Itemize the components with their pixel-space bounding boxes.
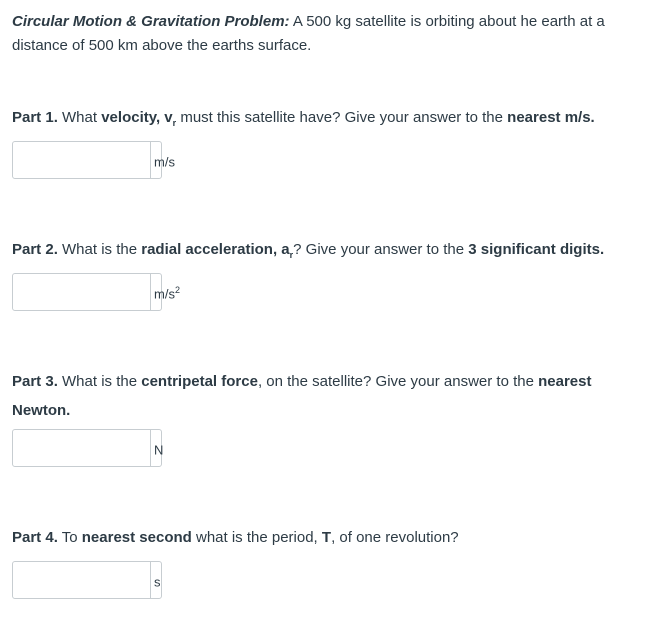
part-3-label: Part 3. — [12, 373, 58, 390]
part-4-answer-input[interactable] — [12, 561, 162, 599]
part-4-bold-b: T — [321, 529, 332, 546]
part-2-text-a: What is the — [57, 241, 142, 258]
part-2-bold-a-text: radial acceleration, a — [141, 241, 290, 258]
part-1-bold-a — [101, 109, 176, 126]
part-2-unit-text: m/s — [154, 286, 175, 302]
part-3-answer-input[interactable] — [12, 429, 162, 467]
part-4-text-b: what is the period, — [191, 529, 322, 546]
part-2-question — [12, 238, 632, 267]
part-3-text-b: , on the satellite? Give your answer to the — [257, 373, 539, 390]
part-1-question — [12, 106, 632, 135]
part-2-bold-b: 3 significant digits. — [468, 241, 605, 258]
part-1-unit-divider — [150, 141, 151, 179]
part-2-answer-input[interactable] — [12, 273, 162, 311]
part-4-text-a: To — [57, 529, 82, 546]
problem-heading: Circular Motion & Gravitation Problem: — [12, 13, 290, 30]
part-4-text-c: , of one revolution? — [331, 529, 459, 546]
part-1-unit-text: m/s — [154, 154, 175, 170]
part-4-bold-a — [82, 529, 192, 546]
part-3-bold-a — [141, 373, 258, 390]
part-2-subscript: r — [289, 250, 294, 260]
part-3-unit-text: N — [154, 442, 164, 458]
problem-text: A 500 kg satellite is orbiting about he earth at a distance of 500 km above the earths surface. — [12, 13, 605, 54]
part-3-bold-b: nearest Newton. — [12, 373, 592, 419]
part-2-unit-sup: 2 — [174, 285, 180, 295]
part-1-bold-a-text: velocity, v — [101, 109, 173, 126]
part-3-text-a: What is the — [57, 373, 142, 390]
part-4-unit-label — [154, 573, 161, 589]
part-3-bold-a-text: centripetal force — [141, 373, 258, 390]
part-2-bold-a — [141, 241, 293, 258]
part-4-unit-text: s — [154, 574, 161, 590]
part-3-question — [12, 370, 632, 423]
part-1-answer-input[interactable] — [12, 141, 162, 179]
part-1-label: Part 1. — [12, 109, 58, 126]
part-1-bold-b: nearest m/s. — [507, 109, 595, 126]
part-4-bold-a-text: nearest second — [81, 529, 192, 546]
part-2-unit-label — [154, 285, 180, 301]
part-2-unit-divider — [150, 273, 151, 311]
part-2-label: Part 2. — [12, 241, 58, 258]
part-4-label: Part 4. — [12, 529, 58, 546]
part-2-text-b: ? Give your answer to the — [293, 241, 469, 258]
part-1-unit-label — [154, 153, 175, 169]
part-3-unit-label — [154, 441, 163, 457]
part-1-text-a: What — [57, 109, 102, 126]
part-1-subscript: r — [172, 118, 177, 128]
part-4-question — [12, 526, 632, 555]
problem-statement — [12, 10, 632, 58]
part-3-unit-divider — [150, 429, 151, 467]
part-4-unit-divider — [150, 561, 151, 599]
part-1-text-b: must this satellite have? Give your answer to the — [176, 109, 508, 126]
